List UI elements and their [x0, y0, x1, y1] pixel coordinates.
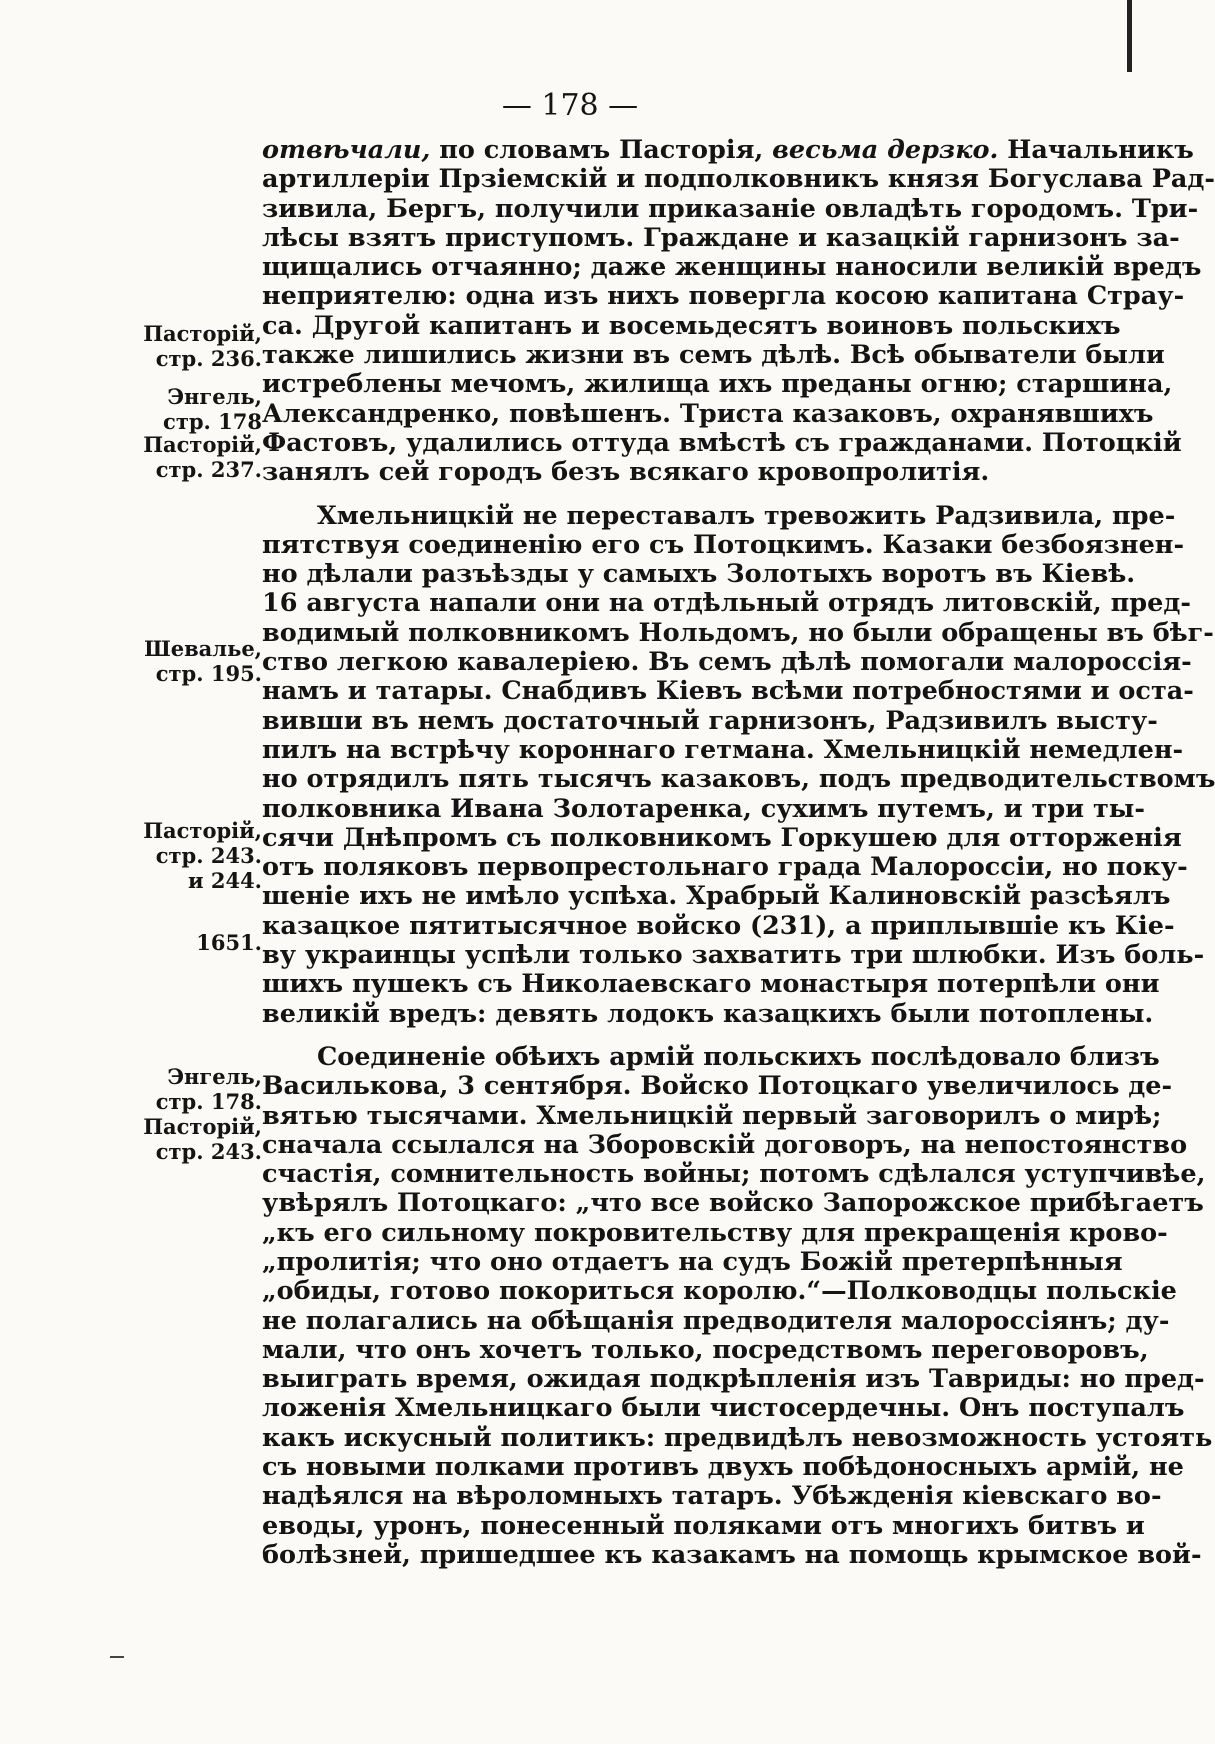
text-line: вивши въ немъ достаточный гарнизонъ, Радзивилъ высту- — [262, 705, 1158, 736]
scan-mark — [110, 1656, 124, 1658]
text-line: водимый полковникомъ Нольдомъ, но были обращены въ бѣг- — [262, 617, 1214, 648]
margin-note-line: Пасторій, — [143, 1114, 262, 1139]
margin-note-line: стр. 237. — [155, 457, 262, 482]
paragraph — [262, 1041, 1213, 1570]
paragraph — [262, 135, 1215, 488]
text-line: занялъ сей городъ безъ всякаго кровопролитія. — [262, 457, 990, 488]
margin-note-line: 1651. — [196, 930, 262, 955]
text-line: щищались отчаянно; даже женщины наносили великій вредъ — [262, 252, 1202, 283]
text-line: болѣзней, пришедшее къ казакамъ на помощь крымское вой- — [262, 1539, 1202, 1570]
margin-note — [122, 321, 262, 371]
text-line: шеніе ихъ не имѣло успѣха. Храбрый Калиновскій разсѣялъ — [262, 881, 1171, 912]
margin-note-line: Пасторій, — [143, 432, 262, 457]
text-line: артиллеріи Прзіемскій и подполковникъ князя Богуслава Рад- — [262, 164, 1215, 195]
margin-note — [122, 384, 262, 434]
text-line: истреблены мечомъ, жилища ихъ преданы огню; старшина, — [262, 369, 1173, 400]
text-line: ложенія Хмельницкаго были чистосердечны. Онъ поступалъ — [262, 1393, 1185, 1424]
text-line: пилъ на встрѣчу короннаго гетмана. Хмельницкій немедлен- — [262, 734, 1184, 765]
text-line: Хмельницкій не переставалъ тревожить Радзивила, пре- — [317, 500, 1176, 531]
margin-note — [122, 636, 262, 686]
text-line: не полагались на обѣщанія предводителя малороссіянъ; ду- — [262, 1305, 1170, 1336]
margin-note-line: Шевалье, — [144, 636, 262, 661]
text-line — [262, 135, 1194, 165]
italic-text: отвѣчали, — [262, 135, 431, 165]
margin-note-line: стр. 243. — [155, 843, 262, 868]
margin-note — [122, 432, 262, 482]
text-line: „обиды, готово покориться королю.“—Полководцы польскіе — [262, 1276, 1177, 1307]
text-line: но дѣлали разъѣзды у самыхъ Золотыхъ воротъ въ Кіевѣ. — [262, 559, 1136, 590]
paragraph — [262, 500, 1215, 1029]
margin-note-line: Пасторій, — [143, 321, 262, 346]
text-line: ву украинцы успѣли только захватить три шлюбки. Изъ боль- — [262, 940, 1205, 971]
margin-note-line: стр. 178 — [163, 409, 262, 434]
text-line: но отрядилъ пять тысячъ казаковъ, подъ предводительствомъ — [262, 764, 1215, 795]
margin-note — [122, 930, 262, 955]
text-line: полковника Ивана Золотаренка, сухимъ путемъ, и три ты- — [262, 793, 1145, 824]
margin-note-line: и 244. — [187, 868, 262, 893]
text-line: Василькова, 3 сентября. Войско Потоцкаго увеличилось де- — [262, 1071, 1173, 1102]
margin-note-line: стр. 178. — [155, 1089, 262, 1114]
text-line: лѣсы взятъ приступомъ. Граждане и казацкій гарнизонъ за- — [262, 222, 1180, 253]
main-text — [262, 135, 1215, 1584]
margin-note-line: Пасторій, — [143, 818, 262, 843]
text-line: вятью тысячами. Хмельницкій первый заговорилъ о мирѣ; — [262, 1100, 1162, 1131]
text-line: шихъ пушекъ съ Николаевскаго монастыря потерпѣли они — [262, 969, 1160, 1000]
text-line: 16 августа напали они на отдѣльный отрядъ литовскій, пред- — [262, 588, 1191, 619]
margin-note — [122, 1064, 262, 1164]
text-line: Фастовъ, удалились оттуда вмѣстѣ съ гражданами. Потоцкій — [262, 427, 1182, 458]
text-line: пятствуя соединенію его съ Потоцкимъ. Казаки безбоязнен- — [262, 529, 1185, 560]
margin-note-line: Энгель, — [167, 1064, 262, 1089]
text-line: са. Другой капитанъ и восемьдесятъ воиновъ польскихъ — [262, 310, 1121, 341]
page-number: — 178 — — [501, 88, 639, 123]
margin-note — [122, 818, 262, 893]
text-line: сячи Днѣпромъ съ полковникомъ Горкушею для отторженія — [262, 822, 1182, 853]
text-line: увѣрялъ Потоцкаго: „что все войско Запорожское прибѣгаетъ — [262, 1188, 1204, 1219]
margin-notes — [0, 0, 262, 1744]
text-line: какъ искусный политикъ: предвидѣлъ невозможность устоять — [262, 1422, 1213, 1453]
text-line: съ новыми полками противъ двухъ побѣдоносныхъ армій, не — [262, 1452, 1184, 1483]
text-line: „къ его сильному покровительству для прекращенія крово- — [262, 1217, 1168, 1248]
text-line: также лишились жизни въ семъ дѣлѣ. Всѣ обыватели были — [262, 340, 1165, 371]
text-line: выиграть время, ожидая подкрѣпленія изъ Тавриды: но пред- — [262, 1364, 1205, 1395]
text-line: казацкое пятитысячное войско (231), а приплывшіе къ Кіе- — [262, 910, 1175, 941]
text-line: великій вредъ: девять лодокъ казацкихъ были потоплены. — [262, 998, 1154, 1029]
text-line: еводы, уронъ, понесенный поляками отъ многихъ битвъ и — [262, 1510, 1145, 1541]
text-line: „пролитія; что оно отдаетъ на судъ Божій претерпѣнныя — [262, 1246, 1123, 1277]
margin-note-line: стр. 236. — [155, 346, 262, 371]
text-run: Начальникъ — [998, 135, 1194, 165]
text-line: зивила, Бергъ, получили приказаніе овладѣть городомъ. Три- — [262, 193, 1199, 224]
text-line: счастія, сомнительность войны; потомъ сдѣлался уступчивѣе, — [262, 1159, 1206, 1190]
text-line: неприятелю: одна изъ нихъ повергла косою капитана Страу- — [262, 281, 1185, 312]
text-line: намъ и татары. Снабдивъ Кіевъ всѣми потребностями и оста- — [262, 676, 1194, 707]
text-line: надѣялся на вѣроломныхъ татаръ. Убѣжденія кіевскаго во- — [262, 1481, 1162, 1512]
text-line: отъ поляковъ первопрестольнаго града Малороссіи, но поку- — [262, 852, 1188, 883]
text-line: мали, что онъ хочетъ только, посредствомъ переговоровъ, — [262, 1334, 1149, 1365]
text-line: ство легкою кавалеріею. Въ семъ дѣлѣ помогали малороссія- — [262, 647, 1192, 678]
italic-text: весьма дерзко. — [772, 135, 999, 165]
page-edge-line — [1127, 0, 1132, 72]
text-line: сначала ссылался на Зборовскій договоръ, на непостоянство — [262, 1129, 1188, 1160]
margin-note-line: стр. 243. — [155, 1139, 262, 1164]
margin-note-line: стр. 195. — [155, 661, 262, 686]
margin-note-line: Энгель, — [167, 384, 262, 409]
text-line: Соединеніе обѣихъ армій польскихъ послѣдовало близъ — [317, 1041, 1160, 1072]
text-line: Александренко, повѣшенъ. Триста казаковъ, охранявшихъ — [262, 398, 1154, 429]
text-run: по словамъ Пасторія, — [430, 135, 773, 165]
